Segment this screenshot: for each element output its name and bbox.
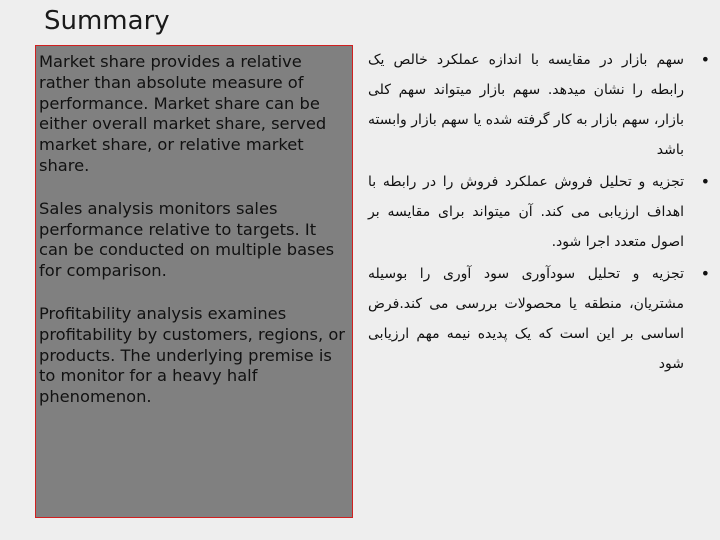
summary-paragraph-profitability: Profitability analysis examines profitability by customers, regions, or products. The underlying premise is to monitor for a heavy half phenomenon. xyxy=(39,303,345,407)
persian-bullet-text: تجزیه و تحلیل سودآوری سود آوری را بوسیله مشتریان، منطقه یا محصولات بررسی می کند.فرض اساسی بر این است که یک پدیده نیمه مهم ارزیابی شود xyxy=(368,266,684,372)
summary-paragraph-market-share: Market share provides a relative rather than absolute measure of performance. Market share can be either overall market share, served market share, or relative market share. xyxy=(39,52,327,175)
bullet-icon: • xyxy=(700,172,710,191)
persian-bullet-market-share xyxy=(368,45,710,165)
bullet-icon: • xyxy=(700,50,710,69)
persian-bullet-text: تجزیه و تحلیل فروش عملکرد فروش را در رابطه با اهداف ارزیابی می کند. آن میتواند برای مقایسه بر اصول متعدد اجرا شود. xyxy=(368,174,684,250)
persian-bullet-text: سهم بازار در مقایسه با اندازه عملکرد خالص یک رابطه را نشان میدهد. سهم بازار میتواند سهم کلی بازار، سهم بازار به کار گرفته شده یا سهم بازار وابسته باشد xyxy=(368,52,684,158)
slide-title: Summary xyxy=(44,6,170,36)
summary-paragraph-sales-analysis: Sales analysis monitors sales performance relative to targets. It can be conducted on multiple bases for comparison. xyxy=(39,198,335,281)
bullet-icon: • xyxy=(700,264,710,283)
english-summary-panel xyxy=(35,45,353,518)
persian-bullet-profitability xyxy=(368,259,710,379)
persian-bullet-sales-analysis xyxy=(368,167,710,257)
persian-summary-panel xyxy=(368,45,710,445)
